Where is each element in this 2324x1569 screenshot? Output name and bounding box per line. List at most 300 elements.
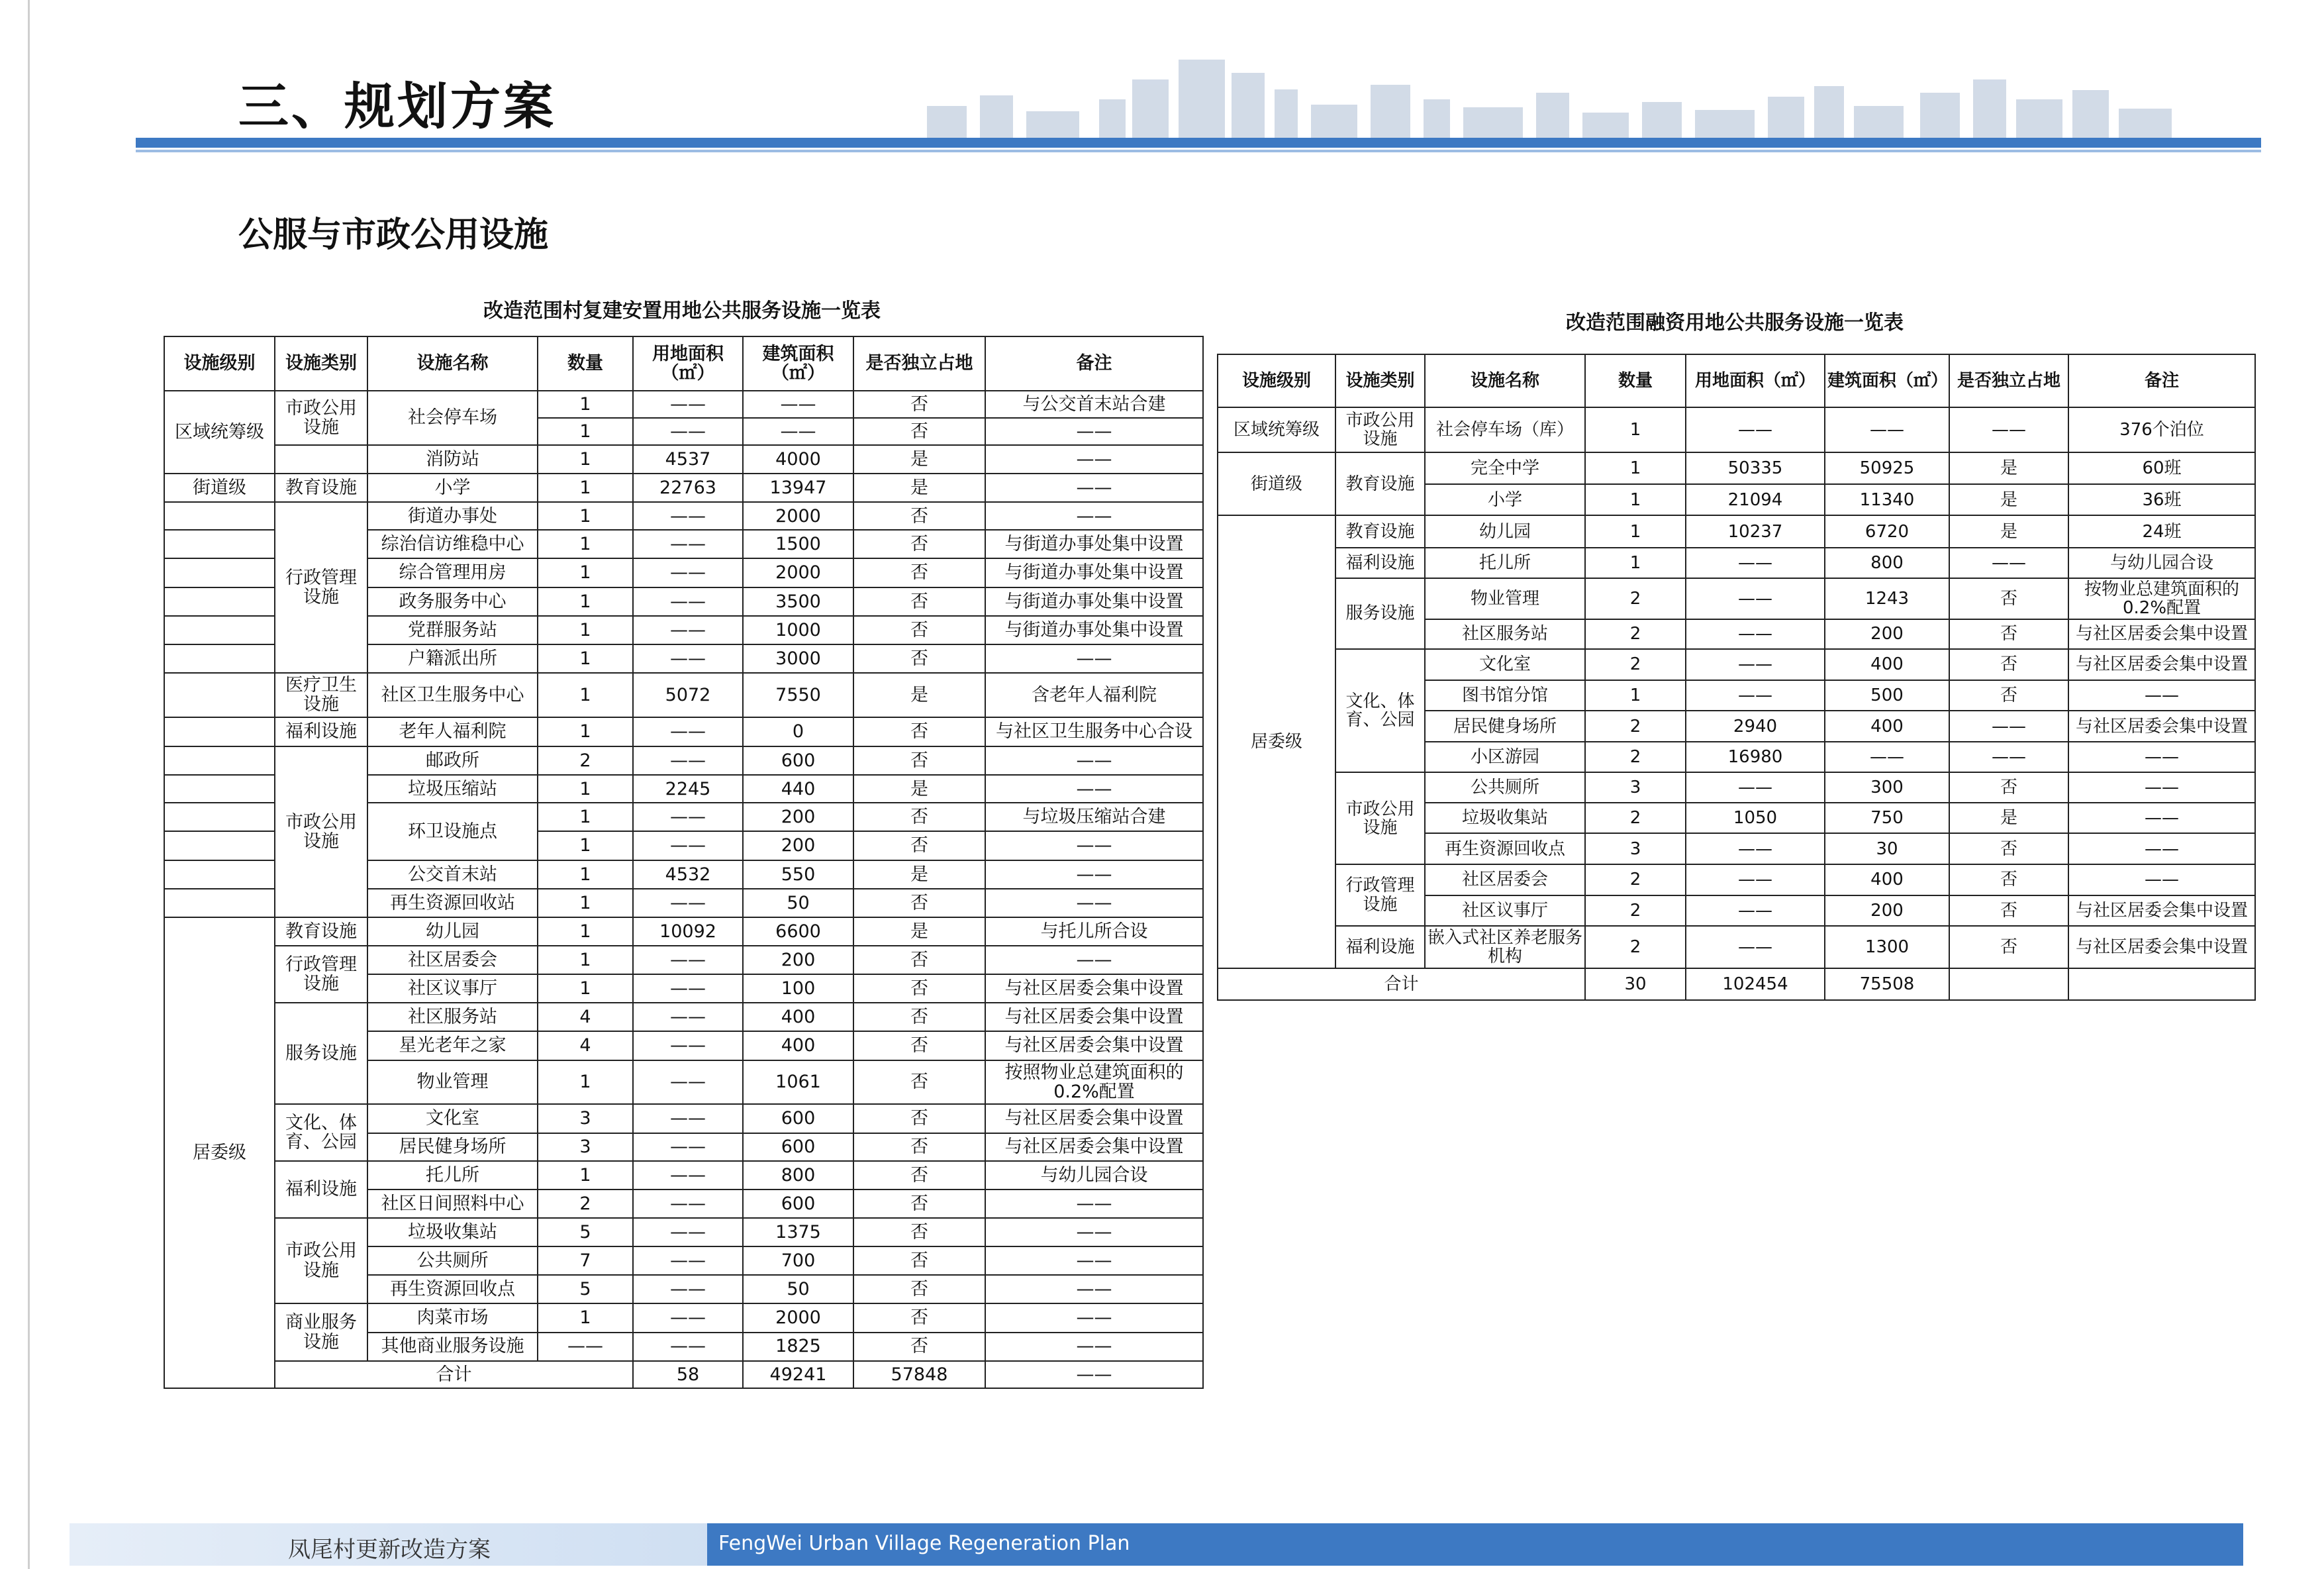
table-cell: 街道办事处 <box>367 502 538 530</box>
table-cell: 小学 <box>367 474 538 502</box>
table-cell: 否 <box>853 1133 985 1161</box>
table-left-header <box>164 336 1203 391</box>
table-right <box>1217 354 2256 1001</box>
table-cell: —— <box>985 445 1203 474</box>
table-cell: 含老年人福利院 <box>985 673 1203 717</box>
footer-project-name-en: FengWei Urban Village Regeneration Plan <box>718 1532 1130 1555</box>
table-cell: —— <box>1686 578 1825 619</box>
table-cell: —— <box>985 946 1203 974</box>
table-cell: 老年人福利院 <box>367 717 538 746</box>
table-cell: 物业管理 <box>367 1060 538 1105</box>
table-cell: —— <box>633 418 743 445</box>
table-cell: 0 <box>743 717 853 746</box>
table-cell: 600 <box>743 746 853 775</box>
header-cell: 数量 <box>1585 354 1686 407</box>
table-cell: 行政管理设施 <box>275 946 367 1003</box>
table-cell: 社区日间照料中心 <box>367 1189 538 1218</box>
table-row <box>164 946 1203 974</box>
table-cell: 市政公用设施 <box>1335 407 1425 452</box>
table-cell: 与街道办事处集中设置 <box>985 587 1203 616</box>
table-cell: —— <box>633 1060 743 1105</box>
table-row <box>1218 772 2255 803</box>
table-cell: 1500 <box>743 530 853 558</box>
table-cell: —— <box>1825 407 1949 452</box>
table-cell: —— <box>633 1246 743 1275</box>
table-cell: 是 <box>853 673 985 717</box>
table-cell: 3 <box>1585 772 1686 803</box>
table-cell: 与幼儿园合设 <box>2068 548 2255 578</box>
table-cell: 400 <box>743 1003 853 1031</box>
table-cell: 完全中学 <box>1425 452 1585 484</box>
table-cell: —— <box>633 974 743 1003</box>
table-cell: 4532 <box>633 860 743 889</box>
table-cell: —— <box>1686 895 1825 927</box>
table-cell: —— <box>538 1333 633 1361</box>
table-cell: —— <box>633 530 743 558</box>
header-cell: 用地面积（㎡） <box>633 336 743 391</box>
table-cell: 2 <box>1585 711 1686 742</box>
table-cell: —— <box>633 1218 743 1246</box>
table-cell: 小学 <box>1425 484 1585 516</box>
table-cell: 5072 <box>633 673 743 717</box>
table-cell: 街道级 <box>164 474 275 502</box>
table-cell <box>164 616 275 644</box>
table-cell: —— <box>633 1303 743 1332</box>
table-cell: —— <box>985 1189 1203 1218</box>
table-cell: 50925 <box>1825 452 1949 484</box>
table-cell: 按照物业总建筑面积的0.2%配置 <box>985 1060 1203 1105</box>
table-cell: 1 <box>538 946 633 974</box>
table-cell <box>164 889 275 917</box>
table-cell: 社区卫生服务中心 <box>367 673 538 717</box>
table-cell: 36班 <box>2068 484 2255 516</box>
table-cell: —— <box>633 1161 743 1189</box>
table-cell: —— <box>985 418 1203 445</box>
table-cell: 6720 <box>1825 515 1949 548</box>
table-cell: 否 <box>853 1003 985 1031</box>
table-cell: 1 <box>538 616 633 644</box>
table-cell: —— <box>633 889 743 917</box>
table-cell: —— <box>633 1189 743 1218</box>
table-cell: 与街道办事处集中设置 <box>985 616 1203 644</box>
table-cell: 是 <box>1949 452 2068 484</box>
table-total-row <box>164 1361 1203 1388</box>
table-cell: 其他商业服务设施 <box>367 1333 538 1361</box>
table-cell <box>164 502 275 530</box>
table-cell: 福利设施 <box>1335 926 1425 968</box>
table-cell: 是 <box>1949 515 2068 548</box>
table-cell: 1 <box>538 1060 633 1105</box>
table-cell: 社区居委会 <box>1425 864 1585 895</box>
table-cell: —— <box>633 803 743 831</box>
table-cell: 200 <box>743 946 853 974</box>
table-cell: 小区游园 <box>1425 742 1585 773</box>
table-cell: 再生资源回收站 <box>367 889 538 917</box>
table-cell: 4537 <box>633 445 743 474</box>
table-total-row <box>1218 968 2255 1000</box>
table-cell: 否 <box>853 616 985 644</box>
table-cell: 居委级 <box>164 917 275 1388</box>
table-cell: 1 <box>538 558 633 587</box>
table-cell: 1 <box>538 502 633 530</box>
table-cell: —— <box>633 502 743 530</box>
table-cell: 400 <box>1825 649 1949 680</box>
section-title: 公服与市政公用设施 <box>238 215 549 255</box>
table-row <box>1218 649 2255 680</box>
table-cell: 市政公用设施 <box>1335 772 1425 864</box>
table-cell: 福利设施 <box>1335 548 1425 578</box>
table-cell: 否 <box>1949 649 2068 680</box>
table-cell: 否 <box>1949 833 2068 864</box>
table-cell: 否 <box>1949 772 2068 803</box>
table-cell: 否 <box>1949 864 2068 895</box>
table-cell: 3 <box>1585 833 1686 864</box>
table-cell: 与社区居委会集中设置 <box>2068 711 2255 742</box>
table-cell: 1 <box>1585 452 1686 484</box>
table-cell: 800 <box>1825 548 1949 578</box>
table-cell: 1 <box>538 889 633 917</box>
table-cell: 750 <box>1825 803 1949 834</box>
table-cell: 与社区居委会集中设置 <box>985 1031 1203 1060</box>
table-cell <box>164 831 275 860</box>
table-cell: —— <box>633 558 743 587</box>
table-cell: 440 <box>743 775 853 803</box>
table-cell: 市政公用设施 <box>275 1218 367 1303</box>
table-cell: 社会停车场（库） <box>1425 407 1585 452</box>
table-cell: 1 <box>1585 484 1686 516</box>
table-cell: 400 <box>1825 711 1949 742</box>
table-cell: 否 <box>853 1303 985 1332</box>
total-cell: —— <box>985 1361 1203 1388</box>
table-cell: 1 <box>538 860 633 889</box>
table-cell: 3 <box>538 1104 633 1133</box>
table-cell: —— <box>743 391 853 418</box>
table-cell: 否 <box>853 974 985 1003</box>
table-cell: 否 <box>853 644 985 673</box>
table-cell: 3000 <box>743 644 853 673</box>
table-cell: 与街道办事处集中设置 <box>985 558 1203 587</box>
table-cell: 376个泊位 <box>2068 407 2255 452</box>
table-cell: 1 <box>1585 407 1686 452</box>
table-cell: 居委级 <box>1218 515 1335 968</box>
footer-project-name: 凤尾村更新改造方案 <box>288 1537 491 1563</box>
table-cell: 1243 <box>1825 578 1949 619</box>
table-cell: 居民健身场所 <box>367 1133 538 1161</box>
table-cell: 否 <box>853 831 985 860</box>
table-cell: 文化、体育、公园 <box>1335 649 1425 772</box>
table-cell: 与托儿所合设 <box>985 917 1203 946</box>
total-cell: 75508 <box>1825 968 1949 1000</box>
table-cell: 与社区居委会集中设置 <box>2068 649 2255 680</box>
table-cell: —— <box>2068 803 2255 834</box>
table-cell: 7550 <box>743 673 853 717</box>
table-cell: —— <box>743 418 853 445</box>
header-cell: 建筑面积（㎡） <box>743 336 853 391</box>
table-cell: 50 <box>743 889 853 917</box>
table-cell: 党群服务站 <box>367 616 538 644</box>
table-cell: 2 <box>1585 895 1686 927</box>
table-cell: 肉菜市场 <box>367 1303 538 1332</box>
table-cell: 否 <box>853 1218 985 1246</box>
table-cell: —— <box>1949 742 2068 773</box>
table-row <box>1218 515 2255 548</box>
table-cell: 否 <box>853 1246 985 1275</box>
table-row <box>164 474 1203 502</box>
table-cell: —— <box>633 644 743 673</box>
table-cell: 行政管理设施 <box>275 502 367 673</box>
table-cell: —— <box>633 831 743 860</box>
table-cell: 邮政所 <box>367 746 538 775</box>
table-cell: —— <box>633 717 743 746</box>
table-cell: 市政公用设施 <box>275 391 367 445</box>
table-cell: 是 <box>853 917 985 946</box>
total-cell <box>2068 968 2255 1000</box>
total-cell <box>1949 968 2068 1000</box>
total-cell: 30 <box>1585 968 1686 1000</box>
table-cell: 200 <box>743 831 853 860</box>
table-cell: 否 <box>853 1161 985 1189</box>
table-cell: 1 <box>538 644 633 673</box>
table-cell: 是 <box>853 474 985 502</box>
table-cell: —— <box>633 746 743 775</box>
table-row <box>164 1003 1203 1031</box>
table-cell: 22763 <box>633 474 743 502</box>
table-cell: 教育设施 <box>1335 515 1425 548</box>
table-cell: 2000 <box>743 502 853 530</box>
table-cell: 6600 <box>743 917 853 946</box>
table-cell: 24班 <box>2068 515 2255 548</box>
table-cell: 1 <box>538 831 633 860</box>
table-row <box>1218 407 2255 452</box>
table-cell: 教育设施 <box>275 474 367 502</box>
table-cell: 200 <box>743 803 853 831</box>
table-cell: 与社区居委会集中设置 <box>985 1104 1203 1133</box>
table-cell: 500 <box>1825 680 1949 711</box>
table-cell: 2 <box>538 746 633 775</box>
header-cell: 设施类别 <box>275 336 367 391</box>
table-cell: 与社区居委会集中设置 <box>985 974 1203 1003</box>
total-label: 合计 <box>275 1361 633 1388</box>
table-cell: 社区议事厅 <box>367 974 538 1003</box>
table-cell: 2 <box>1585 742 1686 773</box>
table-cell: 文化室 <box>367 1104 538 1133</box>
city-skyline-illustration <box>914 53 2211 138</box>
table-cell: 文化、体育、公园 <box>275 1104 367 1160</box>
table-cell: 社区居委会 <box>367 946 538 974</box>
header-cell: 设施级别 <box>164 336 275 391</box>
table-cell: 21094 <box>1686 484 1825 516</box>
table-cell: 再生资源回收点 <box>1425 833 1585 864</box>
table-cell: 市政公用设施 <box>275 746 367 917</box>
table-cell <box>164 803 275 831</box>
table-cell: 否 <box>853 1104 985 1133</box>
table-cell: 2 <box>538 1189 633 1218</box>
table-left-caption: 改造范围村复建安置用地公共服务设施一览表 <box>483 299 881 323</box>
table-row <box>164 1303 1203 1332</box>
table-cell: —— <box>985 1303 1203 1332</box>
table-cell: 10092 <box>633 917 743 946</box>
table-cell: 1000 <box>743 616 853 644</box>
table-cell: —— <box>985 1333 1203 1361</box>
table-cell: 教育设施 <box>275 917 367 946</box>
table-cell: 医疗卫生设施 <box>275 673 367 717</box>
table-cell: 2 <box>1585 864 1686 895</box>
table-cell: 1 <box>538 474 633 502</box>
table-cell: —— <box>633 391 743 418</box>
table-cell: 幼儿园 <box>1425 515 1585 548</box>
table-right-header <box>1218 354 2255 407</box>
table-cell: 600 <box>743 1189 853 1218</box>
total-cell: 57848 <box>853 1361 985 1388</box>
table-cell: 与幼儿园合设 <box>985 1161 1203 1189</box>
header-cell: 是否独立占地 <box>853 336 985 391</box>
table-cell: 否 <box>1949 926 2068 968</box>
table-cell: 托儿所 <box>367 1161 538 1189</box>
table-cell: 服务设施 <box>275 1003 367 1104</box>
table-cell: 1 <box>1585 515 1686 548</box>
table-cell: 是 <box>853 860 985 889</box>
table-cell <box>164 644 275 673</box>
table-row <box>164 917 1203 946</box>
table-left-wrap <box>164 336 1202 1389</box>
table-cell: —— <box>1686 548 1825 578</box>
table-cell: 商业服务设施 <box>275 1303 367 1360</box>
table-cell: 3500 <box>743 587 853 616</box>
table-cell: 与垃圾压缩站合建 <box>985 803 1203 831</box>
table-cell: 11340 <box>1825 484 1949 516</box>
table-cell: 否 <box>1949 619 2068 650</box>
table-cell: 否 <box>1949 680 2068 711</box>
table-cell: 综合管理用房 <box>367 558 538 587</box>
table-cell: 物业管理 <box>1425 578 1585 619</box>
table-cell: 2 <box>1585 649 1686 680</box>
table-cell: 1 <box>1585 680 1686 711</box>
table-row <box>1218 578 2255 619</box>
table-cell: 嵌入式社区养老服务机构 <box>1425 926 1585 968</box>
table-cell: 公交首末站 <box>367 860 538 889</box>
table-cell: 与公交首末站合建 <box>985 391 1203 418</box>
table-cell: —— <box>985 1275 1203 1303</box>
table-cell: 按物业总建筑面积的0.2%配置 <box>2068 578 2255 619</box>
table-cell: —— <box>985 831 1203 860</box>
table-cell: —— <box>1686 864 1825 895</box>
table-cell: 2 <box>1585 803 1686 834</box>
table-cell: 2 <box>1585 578 1686 619</box>
table-row <box>164 717 1203 746</box>
table-cell: —— <box>633 1003 743 1031</box>
table-cell: 1 <box>538 418 633 445</box>
table-cell: 公共厕所 <box>367 1246 538 1275</box>
table-cell: 垃圾收集站 <box>1425 803 1585 834</box>
table-cell: —— <box>985 1218 1203 1246</box>
table-cell: 否 <box>853 946 985 974</box>
table-row <box>164 502 1203 530</box>
table-cell: 否 <box>853 1275 985 1303</box>
table-cell: —— <box>633 587 743 616</box>
table-cell: 社区议事厅 <box>1425 895 1585 927</box>
table-cell: 否 <box>853 1333 985 1361</box>
table-cell: 与社区居委会集中设置 <box>985 1003 1203 1031</box>
total-cell: 102454 <box>1686 968 1825 1000</box>
table-cell: —— <box>1949 711 2068 742</box>
table-cell: 垃圾收集站 <box>367 1218 538 1246</box>
table-cell: 1375 <box>743 1218 853 1246</box>
table-cell: 100 <box>743 974 853 1003</box>
table-cell: 福利设施 <box>275 717 367 746</box>
table-cell: 1 <box>538 1303 633 1332</box>
table-cell <box>164 746 275 775</box>
table-cell: 与社区居委会集中设置 <box>2068 619 2255 650</box>
table-row <box>1218 926 2255 968</box>
table-cell: —— <box>985 860 1203 889</box>
total-cell: 49241 <box>743 1361 853 1388</box>
table-row <box>164 1161 1203 1189</box>
table-cell: 与街道办事处集中设置 <box>985 530 1203 558</box>
table-cell: 公共厕所 <box>1425 772 1585 803</box>
table-row <box>164 746 1203 775</box>
table-cell: —— <box>1949 407 2068 452</box>
table-cell: 否 <box>853 1060 985 1105</box>
table-cell: 否 <box>853 717 985 746</box>
table-cell: —— <box>633 1031 743 1060</box>
table-cell: 否 <box>853 803 985 831</box>
table-cell: 与社区居委会集中设置 <box>2068 895 2255 927</box>
table-right-caption: 改造范围融资用地公共服务设施一览表 <box>1566 311 1904 334</box>
table-cell: 再生资源回收点 <box>367 1275 538 1303</box>
table-cell: —— <box>985 502 1203 530</box>
table-left <box>164 336 1204 1389</box>
table-cell: —— <box>1686 619 1825 650</box>
header-cell: 备注 <box>2068 354 2255 407</box>
table-cell: —— <box>633 1333 743 1361</box>
table-cell: 否 <box>853 418 985 445</box>
total-label: 合计 <box>1218 968 1585 1000</box>
table-row <box>1218 864 2255 895</box>
table-cell: 600 <box>743 1133 853 1161</box>
table-cell: 幼儿园 <box>367 917 538 946</box>
table-cell: 3 <box>538 1133 633 1161</box>
table-cell: —— <box>1686 833 1825 864</box>
table-cell: 社区服务站 <box>1425 619 1585 650</box>
table-cell: —— <box>633 616 743 644</box>
page-title: 三、规划方案 <box>238 77 556 136</box>
table-cell: 2245 <box>633 775 743 803</box>
table-cell: 否 <box>853 889 985 917</box>
header-cell: 用地面积（㎡） <box>1686 354 1825 407</box>
table-cell: —— <box>985 746 1203 775</box>
table-cell: 社区服务站 <box>367 1003 538 1031</box>
table-cell <box>164 530 275 558</box>
table-cell: 200 <box>1825 895 1949 927</box>
table-cell: 否 <box>853 746 985 775</box>
header-cell: 设施名称 <box>1425 354 1585 407</box>
table-cell: 1050 <box>1686 803 1825 834</box>
table-cell: 政务服务中心 <box>367 587 538 616</box>
table-cell: 1 <box>538 775 633 803</box>
table-cell: 800 <box>743 1161 853 1189</box>
table-cell: 环卫设施点 <box>367 803 538 860</box>
table-cell: 2000 <box>743 1303 853 1332</box>
table-cell: 50 <box>743 1275 853 1303</box>
table-cell: —— <box>633 946 743 974</box>
table-cell: 1 <box>538 445 633 474</box>
table-cell: 4 <box>538 1031 633 1060</box>
table-cell: 1 <box>538 530 633 558</box>
table-cell: 消防站 <box>367 445 538 474</box>
header-cell: 设施名称 <box>367 336 538 391</box>
table-cell <box>164 587 275 616</box>
table-row <box>164 1104 1203 1133</box>
